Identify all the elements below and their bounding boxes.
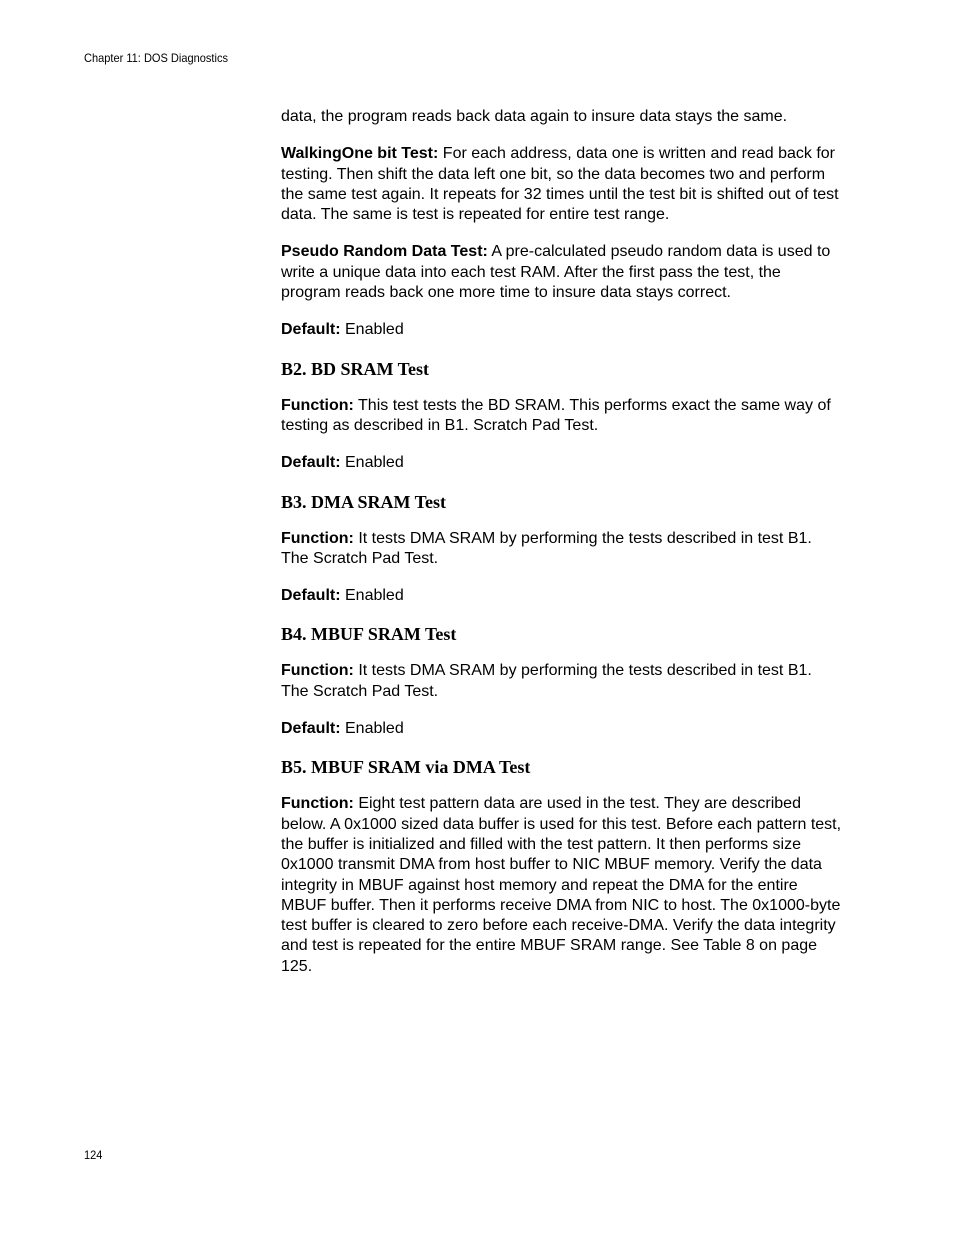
pseudo-random-text: A pre-calculated pseudo random data is used to write a unique data into each test RAM. After the first pass the test, the program reads back one more time to insure data stays correct.	[281, 243, 831, 302]
walking-one-text: For each address, data one is written and read back for testing. Then shift the data left one bit, so the data becomes two and perform the same test again. It repeats for 32 times until the test bit is shifted out of test data. The same is test is repeated for entire test range.	[281, 145, 839, 224]
section-heading-b3: B3. DMA SRAM Test	[281, 491, 447, 512]
walking-one-label: WalkingOne bit Test:	[281, 145, 439, 163]
default-label: Default:	[281, 720, 341, 738]
function-paragraph	[281, 794, 843, 977]
function-text: Eight test pattern data are used in the test. They are described below. A 0x1000 sized data buffer is used for this test. Before each pattern test, the buffer is initialized and filled with the test pattern. It then performs size 0x1000 transmit DMA from host buffer to NIC MBUF memory. Verify the data integrity in MBUF against host memory and repeat the DMA for the entire MBUF buffer. Then it performs receive DMA from NIC to host. The 0x1000-byte test buffer is cleared to zero before each receive-DMA. Verify the data integrity and test is repeated for the entire MBUF SRAM range. See Table 8 on page 125.	[281, 795, 842, 975]
default-paragraph	[281, 586, 843, 606]
default-paragraph	[281, 719, 843, 739]
function-paragraph	[281, 661, 843, 702]
body-content	[281, 107, 843, 994]
default-label: Default:	[281, 321, 341, 339]
pseudo-random-paragraph	[281, 242, 843, 303]
running-header: Chapter 11: DOS Diagnostics	[84, 51, 228, 65]
default-paragraph	[281, 320, 843, 340]
default-value: Enabled	[340, 454, 404, 472]
pseudo-random-label: Pseudo Random Data Test:	[281, 243, 488, 261]
function-label: Function:	[281, 662, 354, 680]
section-heading-b2: B2. BD SRAM Test	[281, 358, 430, 379]
default-value: Enabled	[340, 321, 404, 339]
section-heading-b5: B5. MBUF SRAM via DMA Test	[281, 757, 531, 778]
function-label: Function:	[281, 529, 354, 547]
default-label: Default:	[281, 587, 341, 605]
default-paragraph	[281, 453, 843, 473]
function-paragraph	[281, 396, 843, 437]
function-label: Function:	[281, 396, 354, 414]
function-text: It tests DMA SRAM by performing the tests described in test B1. The Scratch Pad Test.	[281, 662, 812, 700]
function-text: It tests DMA SRAM by performing the tests described in test B1. The Scratch Pad Test.	[281, 529, 812, 567]
function-text: This test tests the BD SRAM. This performs exact the same way of testing as described in B1. Scratch Pad Test.	[281, 396, 831, 434]
page-number: 124	[84, 1148, 103, 1162]
section-heading-b4: B4. MBUF SRAM Test	[281, 624, 457, 645]
function-label: Function:	[281, 795, 354, 813]
walking-one-paragraph	[281, 144, 843, 225]
intro-paragraph: data, the program reads back data again to insure data stays the same.	[281, 108, 788, 125]
default-value: Enabled	[340, 720, 404, 738]
default-value: Enabled	[340, 587, 404, 605]
default-label: Default:	[281, 454, 341, 472]
function-paragraph	[281, 529, 843, 570]
